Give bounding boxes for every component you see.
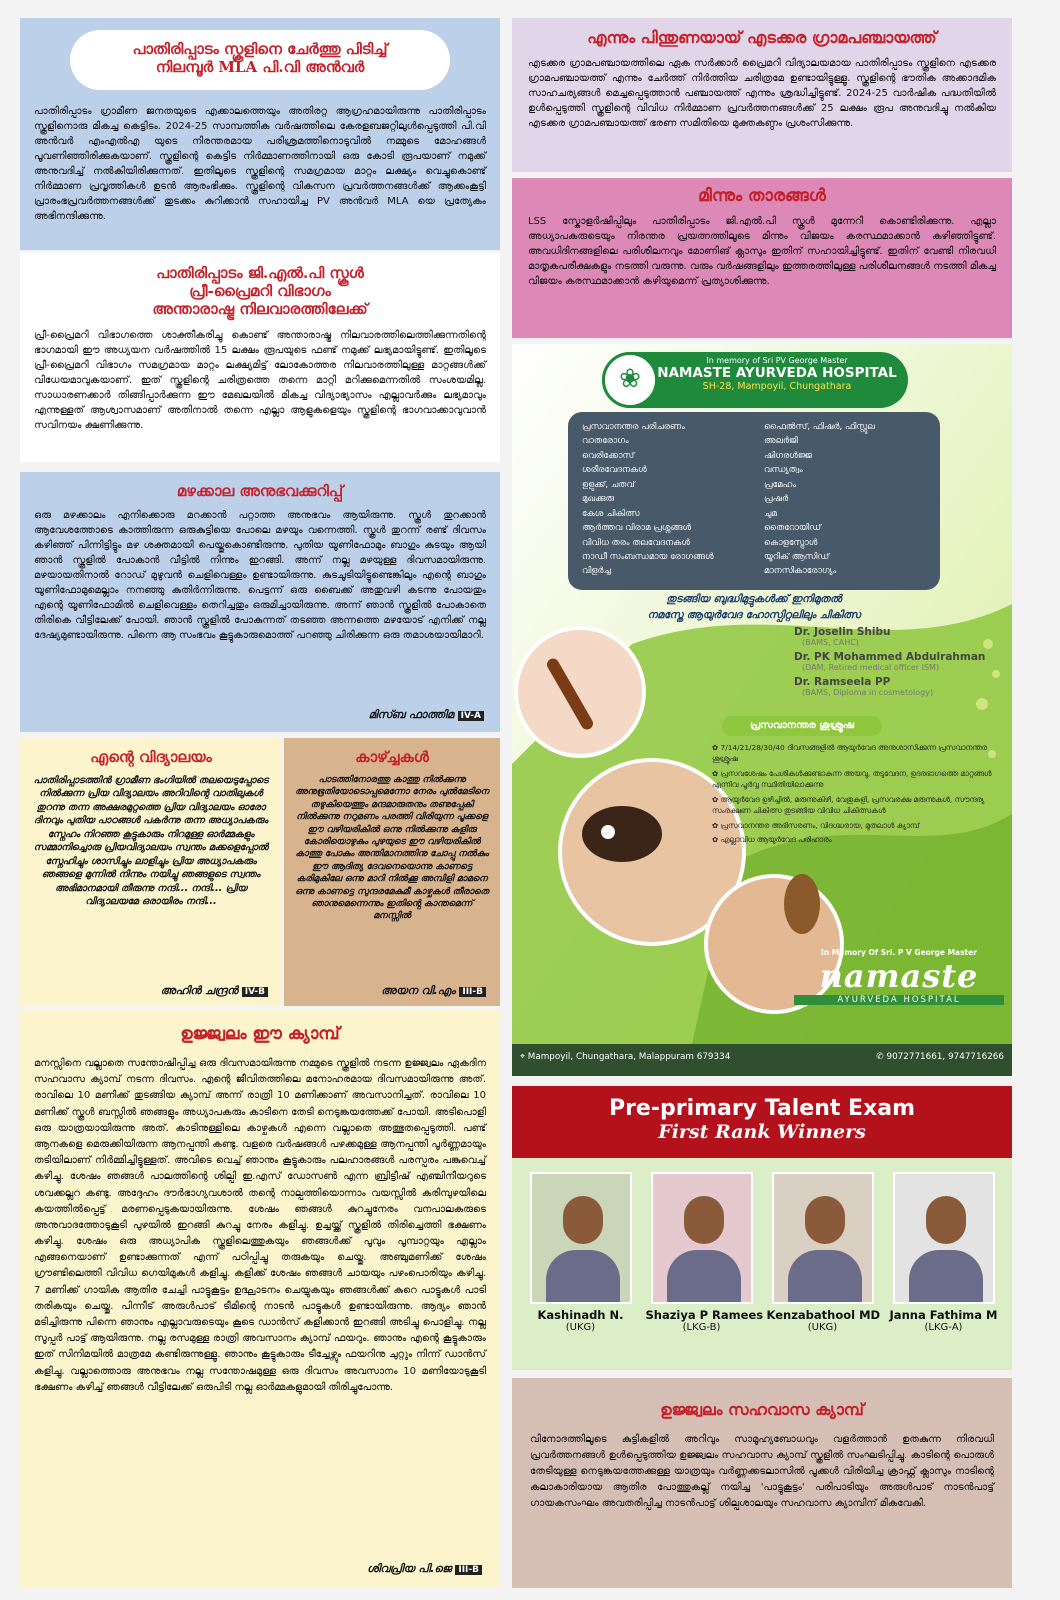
treatment-item: അലർജി — [764, 436, 798, 447]
winner-photo-body — [788, 1250, 862, 1304]
treatment-item: കൊളസ്ട്രോൾ — [764, 537, 818, 548]
hospital-footer — [520, 1052, 1004, 1062]
winner-name: Kenzabathool MD — [766, 1308, 881, 1322]
article-mla-panel — [20, 18, 500, 250]
poem-school-class: IV-B — [242, 987, 268, 997]
poem-sights-class: III-B — [459, 987, 486, 997]
treatment-item: വിവിധ തരം തലവേദനകൾ — [582, 537, 691, 548]
article-panchayat-title: എന്നും പിന്തുണയായ് എടക്കര ഗ്രാമപഞ്ചായത്ത് — [587, 28, 937, 47]
winner-class: (UKG) — [565, 1322, 596, 1333]
article-mla-title-line1: പാതിരിപ്പാടം സ്കൂളിനെ ചേർത്തു പിടിച്ച് — [132, 40, 388, 58]
doctor-name: Dr. Ramseela PP — [794, 676, 891, 688]
article-rain-class: IV-A — [458, 711, 484, 721]
treatment-item: മാനസികാരോഗ്യം — [764, 566, 837, 577]
postnatal-care-item: ✿ പ്രസവശേഷം പേശികൾക്കുണ്ടാകുന്ന അയവു, തടുവേദന, ഉദരഭാഗത്തെ മാറ്റങ്ങൾ എന്നിവ പൂർവ്വ സ്ഥിതിയിലാക്കുന്നു — [712, 768, 992, 790]
article-stars-body: LSS സ്കോളർഷിപ്പിലും പാതിരിപ്പാടം ജി.എൽ.പി സ്കൂൾ മുന്നേറി കൊണ്ടിരിക്കുന്നു. എല്ലാ അധ്യാപകരുടെയും നിരന്തര പ്രയത്നത്തിലൂടെ മിന്നും വിജയം കരസ്ഥമാക്കാൻ കഴിഞ്ഞിട്ടുണ്ട്. അവധിദിനങ്ങളിലെ പരിശീലനവും മോണിങ് ക്ലാസും ഇതിന് സഹായിച്ചിട്ടുണ്ട്. ഇതിന് വേണ്ടി നിരവധി മാതൃകപരീക്ഷകളും നടത്തി വരുന്നു. വരും വർഷങ്ങളിലും ഇത്തരത്തിലുള്ള പരിശീലനങ്ങൾ നടത്തി മികച്ച വിജയം കരസ്ഥമാക്കാൻ കഴിയുമെന്ന് പ്രത്യാശിക്കുന്നു. — [528, 216, 996, 287]
hospital-logo-icon: ❀ — [602, 352, 658, 408]
article-preprimary-panel — [20, 252, 500, 462]
treatment-item: വെരിക്കോസ് — [582, 450, 635, 461]
doctor-name: Dr. Joselin Shibu — [794, 626, 891, 638]
article-mla-title-line2: നിലമ്പൂർ MLA പി.വി അൻവർ — [155, 58, 365, 76]
footer-address-group — [520, 1052, 730, 1062]
poem-school-signature — [161, 984, 268, 998]
article-camp-title: ഉജ്ജ്വലം ഈ ക്യാമ്പ് — [180, 1024, 340, 1044]
postnatal-care-item: ✿ എല്ലാവിധ ആയുർവേദ പരിഹാരം — [712, 835, 832, 845]
doctor-qualification: (BAMS, Diploma in cosmetology) — [802, 688, 934, 697]
winner-photo-head — [684, 1196, 724, 1244]
winner-photo-head — [926, 1196, 966, 1244]
treatment-item: കേശ ചികിത്സ — [582, 508, 640, 519]
postnatal-care-item: ✿ 7/14/21/28/30/40 ദിവസങ്ങളിൽ ആയുർവേദ അനുശാസിക്കുന്ന പ്രസവാനന്തര ശുശ്രൂഷ — [712, 743, 987, 764]
doctor-name: Dr. PK Mohammed Abdulrahman — [794, 651, 986, 663]
winner-photo — [893, 1172, 995, 1304]
winner-grid — [512, 1158, 1012, 1333]
article-mla-title-banner — [70, 30, 450, 90]
doctor-qualification: (BAMS, CAHC) — [802, 638, 859, 647]
treatment-item: ശരീരവേദനകൾ — [582, 465, 647, 476]
article-camp-summary-title: ഉജ്ജ്വലം സഹവാസ ക്യാമ്പ് — [660, 1400, 864, 1419]
winner-photo — [530, 1172, 632, 1304]
hospital-memory-line: In memory of Sri PV George Master — [706, 356, 848, 365]
phone-icon: ✆ — [876, 1052, 884, 1062]
hospital-tagline-line1: തുടങ്ങിയ ബുദ്ധിമുട്ടുകൾക്ക് ഇനിമുതൽ — [666, 593, 842, 605]
winner-name: Kashinadh N. — [537, 1308, 624, 1322]
winner-class: (UKG) — [807, 1322, 838, 1333]
treatment-item: യൂറിക് ആസിഡ് — [764, 551, 830, 562]
location-pin-icon: ⌖ — [520, 1052, 525, 1062]
hospital-bottom-memory: In Memory Of Sri. P V George Master — [821, 948, 977, 957]
footer-address: Mampoyil, Chungathara, Malappuram 679334 — [527, 1052, 731, 1062]
article-preprimary-title-line3: അന്താരാഷ്ട്ര നിലവാരത്തിലേക്ക് — [152, 300, 368, 318]
doctor-entry — [794, 676, 1004, 697]
winner-photo-body — [909, 1250, 983, 1304]
postnatal-care-badge: പ്രസവാനന്തര ശുശ്രൂഷ — [722, 716, 882, 736]
article-panchayat-body: എടക്കര ഗ്രാമപഞ്ചായത്തിലെ ഏക സർക്കാർ പ്രൈമറി വിദ്യാലയമായ പാതിരിപ്പാടം സ്കൂളിനെ എടക്കര ഗ്രാമപഞ്ചായത്ത് എന്നും ചേർത്ത് നിർത്തിയ ചരിത്രമേ ഉണ്ടായിട്ടുള്ളൂ. സ്കൂളിന്റെ ഭൗതിക അക്കാദമിക സാഹചര്യങ്ങൾ മെച്ചപ്പെടുത്താൻ പഞ്ചായത്ത് എന്നും ശ്രദ്ധിച്ചിട്ടുണ്ട്. 2024-25 വാർഷിക പദ്ധതിയിൽ ഉൾപ്പെടുത്തി സ്കൂളിന്റെ വിവിധ നിർമ്മാണ പ്രവർത്തനങ്ങൾക്ക് 25 ലക്ഷം രൂപ അനുവദിച്ചു നൽകിയ എടക്കര ഗ്രാമപഞ്ചായത്ത് ഭരണ സമിതിയെ മുക്തകണ്ഠം പ്രശംസിക്കുന്നു. — [528, 58, 996, 129]
doctor-entry — [794, 626, 1004, 647]
poem-sights-author: അയന വി.എം — [381, 984, 456, 997]
article-rain-signature — [369, 708, 484, 722]
talent-exam-panel — [512, 1086, 1012, 1370]
hospital-tagline — [568, 592, 940, 624]
poem-sights-panel — [284, 738, 500, 1006]
article-panchayat-panel — [512, 18, 1012, 172]
hospital-logo-sub: AYURVEDA HOSPITAL — [794, 995, 1004, 1005]
treatment-item: ഷിഗരൾജ്ജ — [764, 450, 812, 461]
postnatal-care-item: ✿ പ്രസവാനന്തര അഭിസരണം, വിദഗ്ദ്ധരായ, മുതലാൾ ക്യാമ്പ് — [712, 820, 920, 830]
treatment-item: വാതരോഗം — [582, 436, 629, 447]
winner-photo-head — [563, 1196, 603, 1244]
article-preprimary-title-line2: പ്രീ-പ്രൈമറി വിഭാഗം — [189, 282, 331, 300]
poem-school-author: അഹിൻ ചന്ദ്രൻ — [160, 984, 238, 997]
treatment-list-left — [582, 420, 744, 582]
treatment-item: പ്രഷർ — [764, 494, 789, 505]
article-preprimary-body: പ്രീ-പ്രൈമറി വിഭാഗത്തെ ശാക്തീകരിച്ചു കൊണ്ട് അന്താരാഷ്ട്ര നിലവാരത്തിലെത്തിക്കുന്നതിന്റെ ഭാഗമായി ഈ അധ്യയന വർഷത്തിൽ 15 ലക്ഷം രൂപയുടെ ഫണ്ട് നമുക്ക് ലഭ്യമായിട്ടുണ്ട്. ഇതിലൂടെ പ്രീ-പ്രൈമറി വിഭാഗം സമഗ്രമായ മാറ്റം ലക്ഷ്യമിട്ട് ലോകോത്തര നിലവാരത്തിലുള്ള മാറ്റങ്ങൾക്ക് വിധേയമാവുകയാണ്. ഇത് സ്കൂളിന്റെ ചരിത്രത്തെ തന്നെ മാറ്റി മറിക്കുമെന്നതിൽ സംശയമില്ല. സാധാരണക്കാർ തിങ്ങിപ്പാർക്കുന്ന ഈ മേഖലയിൽ മികച്ച വിദ്യാഭ്യാസം എല്ലാവർക്കും ലഭ്യമാവും എന്നുള്ളത് ആശ്വാസമാണ് അതിനാൽ തന്നെ എല്ലാ ആളുകളെയും സ്കൂളിന്റെ ഭാഗവാക്കാവുവാൻ സവിനയം ക്ഷണിക്കുന്നു. — [34, 330, 486, 431]
winner-photo — [772, 1172, 874, 1304]
winner-photo-body — [546, 1250, 620, 1304]
treatment-item: തൈറോയിഡ് — [764, 523, 822, 534]
hospital-bottom-logo — [794, 948, 1004, 1005]
hospital-ad — [512, 344, 1012, 1076]
winner-card — [888, 1172, 1000, 1333]
talent-exam-subtitle: First Rank Winners — [658, 1121, 866, 1143]
treatment-list-right — [764, 420, 926, 582]
article-rain-author: മിസ്ബ ഫാത്തിമ — [368, 708, 454, 721]
doctor-entry — [794, 651, 1004, 672]
treatment-item: വന്ധ്യത്വം — [764, 465, 803, 476]
winner-photo-body — [667, 1250, 741, 1304]
footer-phone: 9072771661, 9747716266 — [886, 1052, 1004, 1062]
article-camp-body: മനസ്സിനെ വല്ലാതെ സന്തോഷിപ്പിച്ച ഒരു ദിവസമായിരുന്നു നമ്മുടെ സ്കൂളിൽ നടന്ന ഉജ്ജ്വലം ഏകദിന സഹവാസ ക്യാമ്പ് നടന്ന ദിവസം. എന്റെ ജീവിതത്തിലെ മനോഹരമായ ദിവസമായിരുന്നു അത്. രാവിലെ 10 മണിക്ക് തുടങ്ങിയ ക്യാമ്പ് അന്ന് രാത്രി 10 മണിക്കാണ് അവസാനിച്ചത്. രാവിലെ 10 മണിക്ക് സ്കൂൾ ബസ്സിൽ ഞങ്ങളും അധ്യാപകരും കാടിനെ തേടി നെടുങ്കയത്തേക്ക് പോയി. അടിപൊളി ഒരു യാത്രയായിരുന്നു അത്. കാടിനുള്ളിലെ കാഴ്ചകൾ എന്നെ വല്ലാതെ അത്ഭുതപ്പെടുത്തി. പണ്ട് ആനകളെ മെരുക്കിയിരുന്ന ആനപ്പന്തി കണ്ടു. വളരെ വർഷങ്ങൾ പഴക്കമുള്ള ആനപ്പന്തി പൂർണ്ണമായും തടിയിലാണ് നിർമ്മിച്ചിട്ടുള്ളത്. അവിടെ വെച്ച് ഞാനും കൂട്ടുകാരും പലഹാരങ്ങൾ പരസ്പരം പങ്കുവെച്ച് കഴിച്ചു. ശേഷം ഞങ്ങൾ പാലത്തിന്റെ ശില്പി ഇ.എസ് ഡോസൺ എന്ന ബ്രിട്ടീഷ് എഞ്ചിനീയറുടെ ശവക്കല്ലറ കണ്ടു. അദ്ദേഹം ദൗർഭാഗ്യവശാൽ തന്റെ നാല്പത്തിയൊന്നാം വയസ്സിൽ കരിമ്പുഴയിലെ കയത്തിൽപ്പെട്ട് മരണപ്പെടുകയായിരുന്നു. ശേഷം ഞങ്ങൾ കുറച്ചുനേരം വനപാലകരുടെ അനുവാദത്തോടുകൂടി പുഴയിൽ ഇറങ്ങി കുറച്ചു നേരം കളിച്ചു. ഉച്ചയ്ക്ക് സ്കൂളിൽ തിരിച്ചെത്തി ഭക്ഷണം കഴിച്ചു. ശേഷം ഒരു അധ്യാപിക സ്കൂളിലെത്തുകയും ഞങ്ങൾക്ക് പൂവും പൂമ്പാറ്റയും എല്ലാം എങ്ങനെയാണ് ഉണ്ടാക്കുന്നത് എന്ന് പഠിപ്പിച്ചു തരുകയും ചെയ്തു. അഞ്ചുമണിക്ക് ശേഷം ഗ്രൗണ്ടിലെത്തി വിവിധ ഗെയിമുകൾ കളിച്ചു. കളിക്ക് ശേഷം ഞങ്ങൾ ചായയും പഴംപൊരിയും കഴിച്ചു. 7 മണിക്ക് ഗായിക ആതിര ചേച്ചി പാട്ടുകൂട്ടം ഉദ്ഘാടനം ചെയ്യുകയും ഞങ്ങൾക്ക് കുറെ പാട്ടുകൾ പാടി തരികയും ചെയ്തു. പിന്നീട് അരുൾപാട് ടീമിന്റെ നാടൻ പാട്ടുകൾ ഉണ്ടായിരുന്നു. ആദ്യം ഞാൻ മടിച്ചിരുന്നു പിന്നെ ഞാനും എല്ലാവരുടെയും കൂടെ ഡാൻസ് കളിക്കാൻ ഇറങ്ങി അടിച്ചു പൊളിച്ചു. നല്ല സൂപ്പർ പാട്ട് ആയിരുന്നു. നല്ല രസമുള്ള രാത്രി അവസാനം ക്യാമ്പ് ഫയറും. ഞാനും എന്റെ കൂട്ടുകാരും ഇത് സിനിമയിൽ മാത്രമേ കണ്ടിരുന്നുള്ളൂ. ഞാനും കൂട്ടുകാരും ടീച്ചേഴ്സും ഫയറിനു ചുറ്റും നിന്ന് ഡാൻസ് കളിച്ചു. വല്ലാത്തൊരു അനുഭവം നല്ല സന്തോഷമുള്ള ഒരു ദിവസം അവസാനം 10 മണിയോടുകൂടി ഭക്ഷണം കഴിച്ച് ഞങ്ങൾ വീട്ടിലേക്ക് ഒരുപിടി നല്ല ഓർമ്മകളുമായി തിരിച്ചുപോന്നു. — [34, 1058, 486, 1393]
winner-card — [645, 1172, 764, 1333]
treatment-item: ചുമ — [764, 508, 777, 519]
talent-exam-header — [512, 1086, 1012, 1158]
postnatal-care-list — [712, 742, 1004, 849]
winner-class: (LKG-B) — [682, 1322, 721, 1333]
doctor-qualification: (DAM, Retired medical officer ISM) — [802, 663, 940, 672]
hospital-logo-word: namaste — [819, 957, 979, 995]
doctor-list — [794, 626, 1004, 701]
winner-card — [767, 1172, 879, 1333]
treatment-item: വിളർച്ച — [582, 566, 611, 577]
article-camp-signature — [367, 1562, 482, 1576]
article-camp-class: III-B — [455, 1565, 482, 1575]
treatment-item: ആർത്തവ വിരാമ പ്രശ്നങ്ങൾ — [582, 523, 692, 534]
hospital-tagline-line2: നമസ്തേ ആയുർവേദ ഹോസ്പിറ്റലിലും ചികിത്സ — [647, 608, 861, 621]
treatment-list-panel — [568, 412, 940, 590]
treatment-item: പ്രമേഹം — [764, 479, 797, 490]
poem-sights-text: പാടത്തിനോരത്തു കാത്തു നിൽക്കുന്നു അനുഭൂതിയോടൊപ്പമെന്നോ നേരം പുൽമേടിനെ തഴുകിയെത്തും മന്ദമാരുതനും തണുപ്പേകി നിൽക്കുന്നു നറുമണം പരത്തി വിരിയുന്ന പൂക്കളെ ഈ വഴിയരികിൽ ഒന്നു നിൽക്കുന്നു കുളിരു കോരിയൊഴുകും പുഴയുടെ ഈ വഴിയരികിൽ കാത്തു പോകും അന്തിമാനത്തിനു ചോപ്പു നൽകും ഈ ആദിത്യ ദേവനെയൊന്നു കാണട്ടെ കരിമുകിലേ ഒന്നു മാറി നിൽക്കൂ അമ്പിളി മാമനെ ഒന്നു കാണട്ടെ സുന്ദരമേകുമീ കാഴ്ചകൾ തീരാതെ ഞാനുമെന്നെന്നും ഇതിൻ്റെ കാന്തമെന്ന് മനസ്സിൽ — [295, 775, 489, 922]
winner-photo-head — [805, 1196, 845, 1244]
article-camp-summary-body: വിനോദത്തിലൂടെ കുട്ടികളിൽ അറിവും സാമൂഹ്യബോധവും വളർത്താൻ ഉതകുന്ന നിരവധി പ്രവർത്തനങ്ങൾ ഉൾപ്പെടുത്തിയ ഉജ്ജ്വലം സഹവാസ ക്യാമ്പ് സ്കൂളിൽ സംഘടിപ്പിച്ചു. കാടിന്റെ പൊരുൾ തേടിയുള്ള നെടുങ്കയത്തേക്കുള്ള യാത്രയും വർണ്ണക്കടലാസിൽ പൂക്കൾ വിരിയിച്ച ക്രാഫ്റ്റ് ക്ലാസും നാടിന്റെ കലാകാരിയായ ആതിര പോത്തുകല്ല് നയിച്ച 'പാട്ടുകൂട്ടം' പരിപാടിയും അരുൾപാട് നാടൻപാട്ട് ഗായകസംഘം അവതരിപ്പിച്ച നാടൻപാട്ട് ശില്പശാലയും സഹവാസ ക്യാമ്പിന് മികവേകി. — [530, 1434, 994, 1509]
talent-exam-title: Pre-primary Talent Exam — [608, 1096, 916, 1121]
winner-photo — [651, 1172, 753, 1304]
poem-sights-title: കാഴ്ച്ചകൾ — [355, 748, 429, 766]
poem-school-title: എന്റെ വിദ്യാലയം — [90, 748, 212, 766]
article-rain-panel — [20, 472, 500, 732]
treatment-item: ഉളുക്ക്, ചതവ് — [582, 479, 635, 490]
treatment-item: നാഡീ സംബന്ധമായ രോഗങ്ങൾ — [582, 551, 714, 562]
article-stars-panel — [512, 178, 1012, 338]
treatment-item: മുഖക്കുരു — [582, 494, 615, 505]
hospital-name: NAMASTE AYURVEDA HOSPITAL — [657, 365, 897, 381]
article-mla-body: പാതിരിപ്പാടം ഗ്രാമീണ ജനതയുടെ എക്കാലത്തെയും അതിരറ്റ ആഗ്രഹമായിരുന്നു പാതിരിപ്പാടം സ്കൂളിനൊരു മികച്ച കെട്ടിടം. 2024-25 സാമ്പത്തിക വർഷത്തിലെ കേരളബജറ്റിലുൾപ്പെടുത്തി പി.വി അൻവർ എംഎൽഎ യുടെ നിരന്തരമായ പരിശ്രമത്തിനൊടുവിൽ നമ്മുടെ മോഹങ്ങൾ പൂവണിഞ്ഞിരിക്കുകയാണ്. സ്കൂളിന്റെ കെട്ടിട നിർമ്മാണത്തിനായി ഒരു കോടി രൂപയാണ് നമുക്ക് അനുവദിച്ച് നൽകിയിരിക്കുന്നത്. ഇതിലൂടെ സ്കൂളിന്റെ സമഗ്രമായ മാറ്റം ലക്ഷ്യം വെച്ചുകൊണ്ട് നിർമ്മാണ പ്രവൃത്തികൾ ഉടൻ ആരംഭിക്കും. സ്കൂളിന്റെ വികസന പ്രവർത്തനങ്ങൾക്ക് ആക്കംകൂട്ടി പ്രാരംഭപ്രവർത്തനങ്ങൾക്ക് തുടക്കം കുറിക്കാൻ സഹായിച്ച PV അൻവർ MLA യെ പ്രത്യേകം അഭിനന്ദിക്കുന്നു. — [34, 106, 486, 222]
treatment-item: ഫൈൽസ്, ഫിഷർ, ഫിസ്റ്റുല — [764, 422, 875, 432]
article-rain-body: ഒരു മഴക്കാലം എനിക്കൊരു മറക്കാൻ പറ്റാത്ത അനുഭവം ആയിരുന്നു. സ്കൂൾ തുറക്കാൻ ആവേശത്തോടെ കാത്തിരുന്ന ഒരുകുട്ടിയെ പോലെ മഴയും വന്നെത്തി. സ്കൂൾ തുറന്ന് രണ്ട് ദിവസം കഴിഞ്ഞ് പിന്നിട്ടിട്ടും മഴ ശക്തമായി പെയ്തുകൊണ്ടിരുന്നു. പുതിയ യൂണിഫോമും ബാഗും കുടയും ആയി ഞാൻ സ്കൂളിൽ പോകാൻ വീട്ടിൽ നിന്നും ഇറങ്ങി. അന്ന് നല്ല മഴയുള്ള ദിവസമായിരുന്നു. മഴയായതിനാൽ റോഡ് മുഴുവൻ ചെളിവെള്ളം ഉണ്ടായിരുന്നു. കുടചൂടിയിട്ടുണ്ടെങ്കിലും എന്റെ ബാഗും യൂണിഫോമുമെല്ലാം നനഞ്ഞു കുതിർന്നിരുന്നു. പെട്ടന്ന് ഒരു ബൈക്ക് അതുവഴി കടന്നു പോയതും എന്റെ യൂണിഫോമിൽ ചെളിവെള്ളം തെറിച്ചതും ഒരുമിച്ചായിരുന്നു. അന്ന് ഞാൻ സ്കൂളിൽ പോകാതെ തിരികെ വീട്ടിലേക്ക് പോയി. ഞാൻ സ്കൂളിൽ പോകുന്നത് തടഞ്ഞ അന്നത്തെ മഴയോട് എനിക്ക് നല്ല ദേഷ്യമുണ്ടായിരുന്നു. പിന്നെ ആ സംഭവം കൂട്ടുകാരുമൊത്ത് പറഞ്ഞു ചിരിക്കുന്ന ഒരു തമാശയായിമാറി. — [34, 510, 486, 641]
poem-school-panel — [20, 738, 282, 1006]
winner-card — [525, 1172, 637, 1333]
treatment-item: പ്രസവാനന്തര പരിചരണം — [582, 422, 685, 432]
footer-phone-group — [876, 1052, 1004, 1062]
article-camp-summary-panel — [512, 1378, 1012, 1588]
spa-photo-hand — [516, 628, 644, 756]
article-camp-panel — [20, 1010, 500, 1588]
winner-class: (LKG-A) — [924, 1322, 963, 1333]
hospital-address: SH-28, Mampoyil, Chungathara — [702, 381, 852, 392]
postnatal-care-item: ✿ ആയുർവേദ ഉഴിച്ചിൽ, മരുന്നുകിഴി, വേതുകുളി, പ്രസവരക്ഷ മരുന്നുകൾ, സൗന്ദര്യ സംരക്ഷണ ചികിത്സ തുടങ്ങിയ വിവിധ ചികിത്സകൾ — [712, 794, 985, 816]
winner-name: Shaziya P Ramees — [645, 1308, 764, 1322]
article-rain-title: മഴക്കാല അനുഭവക്കുറിപ്പ് — [176, 482, 344, 500]
article-camp-author: ശിവപ്രിയ പി.ജെ — [367, 1562, 452, 1575]
article-preprimary-title-line1: പാതിരിപ്പാടം ജി.എൽ.പി സ്കൂൾ — [156, 264, 364, 282]
winner-name: Janna Fathima M — [889, 1308, 998, 1322]
article-stars-title: മിന്നും താരങ്ങൾ — [698, 186, 826, 206]
poem-school-text: പാതിരിപ്പാടത്തിൻ ഗ്രാമീണ ഭംഗിയിൽ തലയെടുപ്പോടെ നിൽക്കുന്ന പ്രിയ വിദ്യാലയം അറിവിന്റെ വാതിലുകൾ തുറന്നു തന്ന അക്ഷരമുറ്റത്തെ പ്രിയ വിദ്യാലയം ഓരോ ദിനവും പുതിയ പാഠങ്ങൾ പകർന്നു തന്ന അധ്യാപകരും സ്നേഹം നിറഞ്ഞ കൂട്ടുകാരും നിറമുള്ള ഓർമ്മകളും സമ്മാനിച്ചൊരു പ്രിയവിദ്യാലയം സ്വന്തം മക്കളെപ്പോൽ സ്നേഹിച്ചും ശാസിച്ചും ലാളിച്ചും പ്രിയ അധ്യാപകരും ഞങ്ങളെ മുന്നിൽ നിന്നും നയിച്ചു ഞങ്ങളുടെ സ്വന്തം അഭിമാനമായി തീരുന്നു നന്ദി... നന്ദി... പ്രിയ വിദ്യാലയമേ ഒരായിരം നന്ദി... — [33, 775, 269, 908]
poem-sights-signature — [381, 984, 486, 998]
